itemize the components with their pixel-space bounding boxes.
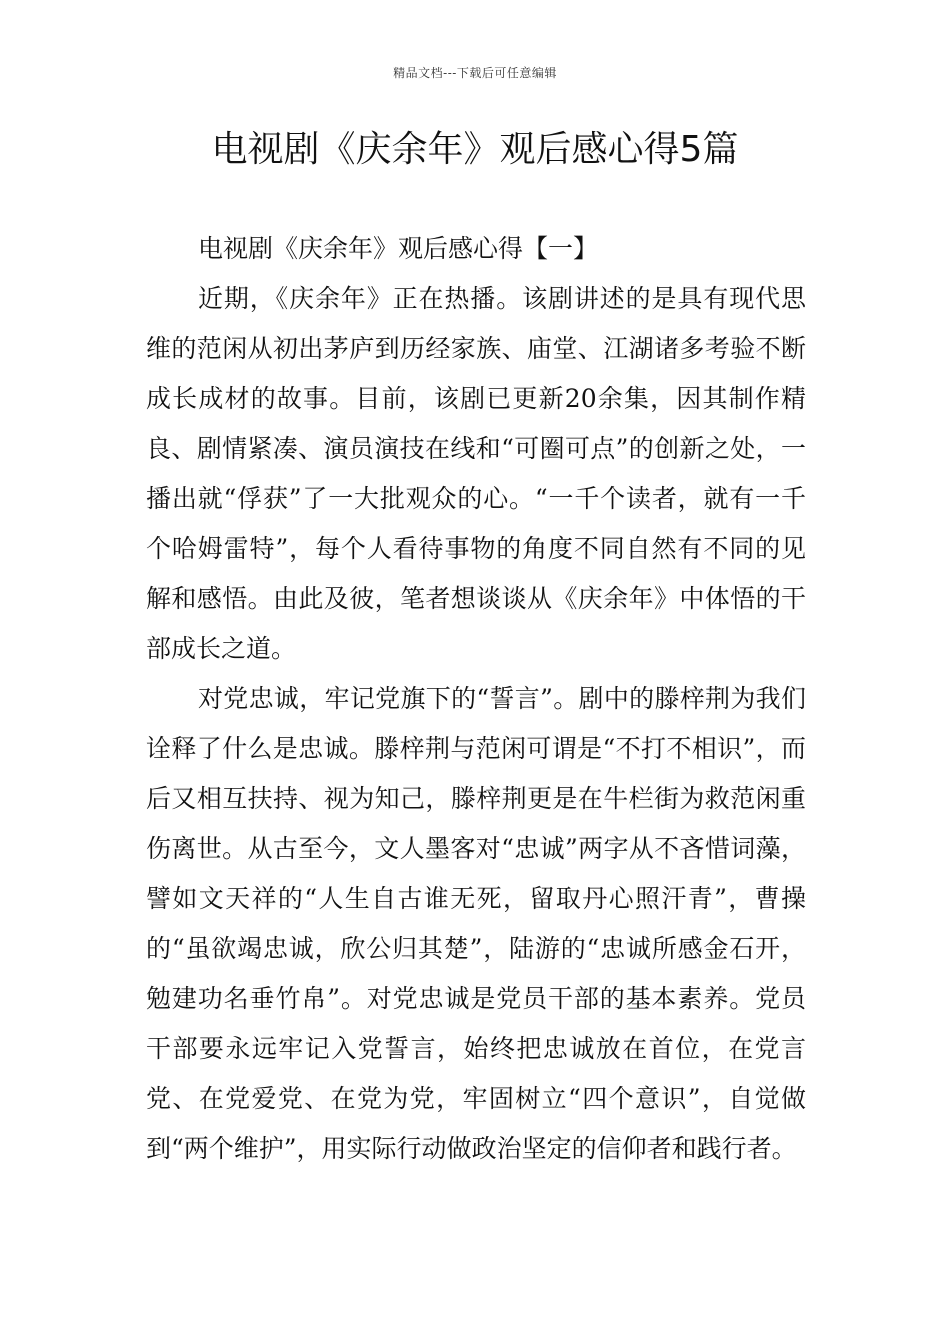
section-heading: 电视剧《庆余年》观后感心得【一】 [198,234,599,263]
paragraph-2: 对党忠诚，牢记党旗下的“誓言”。剧中的滕梓荆为我们诠释了什么是忠诚。滕梓荆与范闲可谓是“不打不相识”，而后又相互扶持、视为知己，滕梓荆更是在牛栏街为救范闲重伤离世。从古至今，文人墨客对“忠诚”两字从不吝惜词藻，譬如文天祥的“人生自古谁无死，留取丹心照汗青”，曹操的“虽欲竭忠诚，欣公归其楚”，陆游的“忠诚所感金石开，勉建功名垂竹帛”。对党忠诚是党员干部的基本素养。党员干部要永远牢记入党誓言，始终把忠诚放在首位，在党言党、在党爱党、在党为党，牢固树立“四个意识”，自觉做到“两个维护”，用实际行动做政治坚定的信仰者和践行者。 [146,684,806,1163]
header-note: 精品文档---下载后可任意编辑 [393,66,557,80]
paragraph-1: 近期，《庆余年》正在热播。该剧讲述的是具有现代思维的范闲从初出茅庐到历经家族、庙堂、江湖诸多考验不断成长成材的故事。目前，该剧已更新20余集，因其制作精良、剧情紧凑、演员演技在线和“可圈可点”的创新之处，一播出就“俘获”了一大批观众的心。“一千个读者，就有一千个哈姆雷特”，每个人看待事物的角度不同自然有不同的见解和感悟。由此及彼，笔者想谈谈从《庆余年》中体悟的干部成长之道。 [146,284,806,663]
document-title: 电视剧《庆余年》观后感心得5篇 [211,129,739,170]
document-body [146,224,806,1174]
